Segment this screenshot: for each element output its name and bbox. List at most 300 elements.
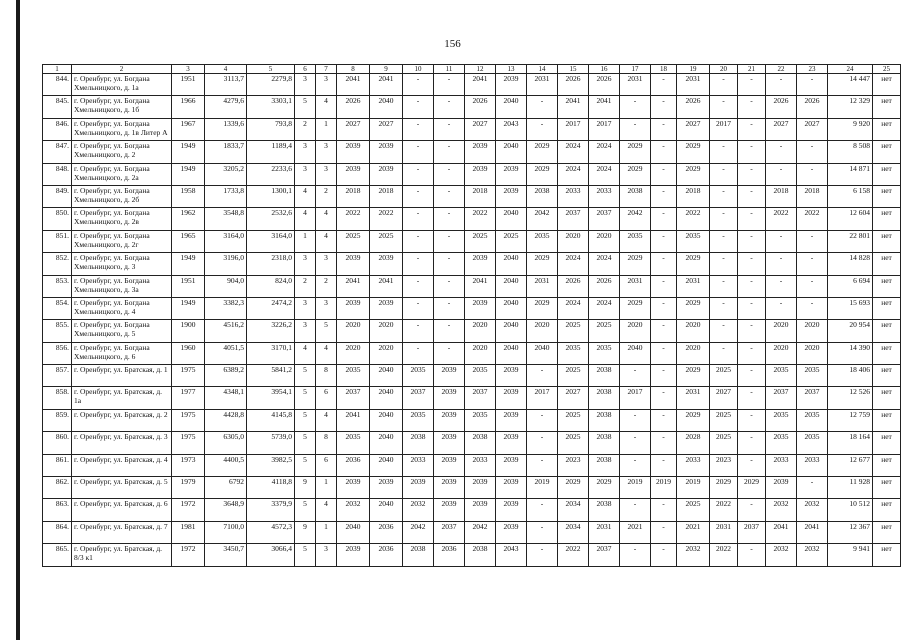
table-cell: - [620,432,651,454]
table-row [43,96,901,118]
table-cell: 2029 [527,163,558,185]
table-cell: 2025 [710,409,738,431]
table-cell: 12 367 [828,521,873,543]
table-cell: 2024 [558,141,589,163]
column-header: 15 [558,65,589,74]
table-cell: 4 [316,230,337,252]
table-cell: - [527,365,558,387]
address-cell: г. Оренбург, ул. Богдана Хмельницкого, д. 2г [72,230,172,252]
column-header: 24 [828,65,873,74]
row-number-cell: 859. [43,409,72,431]
table-cell: 2022 [766,208,797,230]
column-header: 8 [337,65,370,74]
table-cell: - [766,163,797,185]
table-cell: 2026 [465,96,496,118]
table-cell: 2029 [677,163,710,185]
table-cell: - [651,409,677,431]
table-cell: - [738,275,766,297]
address-cell: г. Оренбург, ул. Братская, д. 6 [72,499,172,521]
table-cell: 2040 [496,320,527,342]
table-cell: 2039 [434,499,465,521]
table-cell: - [738,118,766,140]
table-cell: 2038 [403,544,434,566]
row-number-cell: 852. [43,253,72,275]
table-cell: 2038 [589,409,620,431]
table-row [43,208,901,230]
table-cell: 2019 [677,477,710,499]
table-cell: нет [873,320,901,342]
table-cell: 2035 [797,365,828,387]
table-cell: 2039 [465,499,496,521]
table-cell: - [651,387,677,409]
table-cell: - [434,163,465,185]
address-cell: г. Оренбург, ул. Братская, д. 3 [72,432,172,454]
table-cell: 2027 [558,387,589,409]
table-cell: - [527,544,558,566]
table-cell: 4118,8 [247,477,295,499]
table-cell: 3113,7 [205,74,247,96]
table-cell: 1900 [172,320,205,342]
table-cell: - [738,409,766,431]
table-cell: 2035 [766,365,797,387]
table-cell: 2039 [337,477,370,499]
table-cell: - [651,499,677,521]
table-cell: - [651,320,677,342]
table-cell: 2041 [797,521,828,543]
table-cell: - [651,432,677,454]
table-cell: 2027 [677,118,710,140]
table-cell: нет [873,118,901,140]
table-cell: 2017 [589,118,620,140]
table-cell: 2037 [337,387,370,409]
address-cell: г. Оренбург, ул. Богдана Хмельницкого, д. 2 [72,141,172,163]
table-cell: - [651,454,677,476]
table-cell: нет [873,253,901,275]
table-cell: 2039 [434,432,465,454]
table-cell: - [738,365,766,387]
table-cell: 2031 [677,387,710,409]
table-cell: 2041 [337,275,370,297]
table-cell: - [710,163,738,185]
table-cell: - [434,253,465,275]
table-cell: 2028 [677,432,710,454]
table-cell: - [766,297,797,319]
table-cell: 1339,6 [205,118,247,140]
row-number-cell: 855. [43,320,72,342]
table-cell: 2037 [403,387,434,409]
table-cell: 2037 [465,387,496,409]
table-cell: - [738,454,766,476]
table-cell: 2042 [403,521,434,543]
table-cell: 2032 [766,499,797,521]
table-cell: 2017 [620,387,651,409]
table-cell: 1951 [172,74,205,96]
table-cell: - [651,230,677,252]
table-cell: 2029 [677,297,710,319]
table-cell: 2032 [337,499,370,521]
table-cell: нет [873,477,901,499]
table-row [43,297,901,319]
table-cell: 1189,4 [247,141,295,163]
table-cell: 4 [295,185,316,207]
table-cell: 2020 [465,342,496,364]
table-cell: 2029 [589,477,620,499]
table-row [43,342,901,364]
table-cell: 12 329 [828,96,873,118]
table-cell: 3954,1 [247,387,295,409]
table-cell: 2037 [589,544,620,566]
table-cell: 9 920 [828,118,873,140]
table-cell: - [710,297,738,319]
table-cell: нет [873,521,901,543]
table-cell: 5 [295,432,316,454]
table-cell: 2029 [710,477,738,499]
table-cell: 2025 [558,320,589,342]
table-cell: 824,0 [247,275,295,297]
table-cell: - [620,409,651,431]
table-cell: 2035 [337,365,370,387]
table-cell: 1733,8 [205,185,247,207]
table-cell: 18 406 [828,365,873,387]
table-cell: 2020 [370,320,403,342]
table-cell: 2020 [589,230,620,252]
table-cell: 2029 [738,477,766,499]
address-cell: г. Оренбург, ул. Богдана Хмельницкого, д. 3а [72,275,172,297]
table-cell: 3379,9 [247,499,295,521]
table-cell: 1967 [172,118,205,140]
row-number-cell: 846. [43,118,72,140]
table-row [43,230,901,252]
table-cell: 2022 [465,208,496,230]
table-cell: - [527,499,558,521]
table-cell: нет [873,141,901,163]
column-header: 16 [589,65,620,74]
column-header: 13 [496,65,527,74]
table-cell: 2039 [496,521,527,543]
table-cell: - [738,74,766,96]
table-cell: 10 512 [828,499,873,521]
table-cell: 1966 [172,96,205,118]
table-cell: - [403,230,434,252]
table-cell: - [738,432,766,454]
table-cell: 2041 [766,521,797,543]
table-cell: 2038 [527,185,558,207]
table-cell: 6 694 [828,275,873,297]
table-cell: 4051,5 [205,342,247,364]
table-cell: 2020 [337,342,370,364]
table-cell: 2020 [677,320,710,342]
table-cell: 15 693 [828,297,873,319]
table-cell: 2025 [710,432,738,454]
table-row [43,521,901,543]
table-cell: 14 447 [828,74,873,96]
table-cell: 2017 [527,387,558,409]
table-cell: 1 [316,118,337,140]
table-cell: 5 [295,365,316,387]
table-cell: 2039 [496,409,527,431]
table-cell: - [738,96,766,118]
table-cell: 4516,2 [205,320,247,342]
table-cell: 2039 [370,477,403,499]
table-cell: 2032 [797,544,828,566]
table-cell: 3548,8 [205,208,247,230]
table-cell: 2 [316,275,337,297]
table-cell: 2 [316,185,337,207]
table-cell: 4400,5 [205,454,247,476]
table-cell: 2040 [527,342,558,364]
table-cell: 2041 [337,409,370,431]
table-cell: 2033 [797,454,828,476]
table-cell: нет [873,185,901,207]
table-cell: 5 [295,454,316,476]
table-cell: - [620,454,651,476]
address-cell: г. Оренбург, ул. Братская, д. 5 [72,477,172,499]
table-cell: - [797,275,828,297]
table-cell: 2039 [496,365,527,387]
table-cell: - [651,96,677,118]
table-cell: 2027 [465,118,496,140]
table-cell: - [766,275,797,297]
table-cell: 5841,2 [247,365,295,387]
table-cell: - [434,185,465,207]
table-cell: 2023 [558,454,589,476]
table-cell: 2029 [527,297,558,319]
table-cell: нет [873,499,901,521]
table-cell: 1958 [172,185,205,207]
table-cell: 2040 [620,342,651,364]
table-cell: 2039 [465,477,496,499]
table-cell: 2031 [527,74,558,96]
table-cell: 2018 [797,185,828,207]
column-header: 17 [620,65,651,74]
column-header: 18 [651,65,677,74]
table-cell: 2024 [589,253,620,275]
table-cell: 5 [295,409,316,431]
table-cell: 2020 [337,320,370,342]
table-cell: 2035 [465,409,496,431]
row-number-cell: 849. [43,185,72,207]
table-cell: 2043 [496,544,527,566]
address-cell: г. Оренбург, ул. Богдана Хмельницкого, д. 2а [72,163,172,185]
table-cell: - [403,342,434,364]
table-cell: 2029 [677,409,710,431]
table-cell: 4572,3 [247,521,295,543]
table-cell: - [434,208,465,230]
table-cell: 2033 [465,454,496,476]
table-cell: 1949 [172,163,205,185]
table-cell: 2020 [766,320,797,342]
table-cell: 2022 [370,208,403,230]
table-cell: 4 [316,96,337,118]
address-cell: г. Оренбург, ул. Братская, д. 1а [72,387,172,409]
table-cell: нет [873,297,901,319]
column-header: 5 [247,65,295,74]
table-cell: 2040 [370,499,403,521]
table-cell: 2039 [434,365,465,387]
table-cell: 2022 [558,544,589,566]
column-header: 3 [172,65,205,74]
table-cell: нет [873,454,901,476]
table-cell: - [651,118,677,140]
table-cell: 2035 [797,432,828,454]
table-cell: 2038 [589,365,620,387]
table-cell: 6 158 [828,185,873,207]
table-cell: 2474,2 [247,297,295,319]
table-cell: 2039 [496,185,527,207]
table-cell: 2025 [558,365,589,387]
table-cell: 3303,1 [247,96,295,118]
table-cell: - [527,432,558,454]
table-cell: 2029 [677,141,710,163]
table-cell: 20 954 [828,320,873,342]
table-cell: 2026 [337,96,370,118]
table-cell: 3 [295,141,316,163]
address-cell: г. Оренбург, ул. Богдана Хмельницкого, д. 6 [72,342,172,364]
column-header: 21 [738,65,766,74]
table-cell: 2038 [589,454,620,476]
address-cell: г. Оренбург, ул. Братская, д. 4 [72,454,172,476]
table-row [43,163,901,185]
table-cell: 2032 [403,499,434,521]
table-cell: 1981 [172,521,205,543]
column-header: 6 [295,65,316,74]
table-cell: - [434,297,465,319]
address-cell: г. Оренбург, ул. Богдана Хмельницкого, д. 1б [72,96,172,118]
table-cell: 2026 [558,275,589,297]
row-number-cell: 848. [43,163,72,185]
table-cell: - [651,253,677,275]
table-cell: 2037 [738,521,766,543]
table-cell: 2040 [496,297,527,319]
table-cell: 3164,0 [247,230,295,252]
table-cell: 2027 [710,387,738,409]
table-cell: 4145,8 [247,409,295,431]
table-cell: 9 [295,477,316,499]
table-cell: 2040 [496,96,527,118]
table-cell: 2042 [620,208,651,230]
table-cell: 2042 [465,521,496,543]
table-cell: 1962 [172,208,205,230]
table-cell: 2035 [766,432,797,454]
table-cell: нет [873,74,901,96]
table-cell: 3 [316,163,337,185]
address-cell: г. Оренбург, ул. Богдана Хмельницкого, д. 5 [72,320,172,342]
table-cell: - [797,141,828,163]
table-cell: 2024 [589,163,620,185]
row-number-cell: 847. [43,141,72,163]
table-cell: 2033 [589,185,620,207]
table-cell: 2017 [710,118,738,140]
table-cell: 1977 [172,387,205,409]
table-cell: 2039 [496,432,527,454]
table-cell: 2022 [337,208,370,230]
table-cell: 12 604 [828,208,873,230]
table-cell: 1949 [172,297,205,319]
address-cell: г. Оренбург, ул. Богдана Хмельницкого, д. 1в Литер А [72,118,172,140]
table-cell: нет [873,230,901,252]
table-cell: - [651,275,677,297]
table-cell: 2020 [527,320,558,342]
table-cell: 18 164 [828,432,873,454]
table-cell: 8 [316,432,337,454]
table-cell: - [766,230,797,252]
table-cell: 2233,6 [247,163,295,185]
table-cell: - [434,96,465,118]
address-cell: г. Оренбург, ул. Богдана Хмельницкого, д. 4 [72,297,172,319]
table-cell: 2040 [337,521,370,543]
table-cell: 2021 [620,521,651,543]
table-cell: 2027 [766,118,797,140]
address-cell: г. Оренбург, ул. Богдана Хмельницкого, д. 2б [72,185,172,207]
table-cell: нет [873,96,901,118]
table-cell: 12 677 [828,454,873,476]
column-header: 2 [72,65,172,74]
table-cell: 1975 [172,409,205,431]
table-cell: - [797,74,828,96]
table-cell: 2041 [370,275,403,297]
table-cell: 5739,0 [247,432,295,454]
table-cell: 1951 [172,275,205,297]
table-cell: 4279,6 [205,96,247,118]
table-cell: 5 [295,387,316,409]
table-cell: 2027 [337,118,370,140]
address-cell: г. Оренбург, ул. Богдана Хмельницкого, д. 2в [72,208,172,230]
table-cell: 2039 [434,409,465,431]
table-cell: 2039 [465,163,496,185]
table-cell: - [403,185,434,207]
table-cell: - [738,320,766,342]
table-cell: 2018 [766,185,797,207]
table-row [43,253,901,275]
table-cell: 2033 [403,454,434,476]
table-cell: - [434,275,465,297]
table-row [43,499,901,521]
table-cell: - [797,297,828,319]
table-cell: 3205,2 [205,163,247,185]
table-cell: 904,0 [205,275,247,297]
table-cell: 2029 [527,141,558,163]
table-cell: 2031 [620,275,651,297]
address-cell: г. Оренбург, ул. Братская, д. 2 [72,409,172,431]
table-cell: 2039 [496,499,527,521]
table-cell: 2039 [403,477,434,499]
table-cell: 4 [316,409,337,431]
table-cell: 12 526 [828,387,873,409]
table-cell: - [738,387,766,409]
table-cell: 2039 [337,544,370,566]
table-cell: 3170,1 [247,342,295,364]
table-cell: 2039 [496,163,527,185]
row-number-cell: 854. [43,297,72,319]
table-cell: - [651,208,677,230]
table-cell: 2039 [337,163,370,185]
table-cell: 12 759 [828,409,873,431]
row-number-cell: 858. [43,387,72,409]
table-cell: - [403,297,434,319]
table-cell: 2029 [527,253,558,275]
table-cell: 3164,0 [205,230,247,252]
table-cell: 3 [295,297,316,319]
table-cell: 4 [295,208,316,230]
table-cell: 2039 [370,163,403,185]
table-cell: 2039 [434,387,465,409]
table-cell: 2024 [589,141,620,163]
column-header: 12 [465,65,496,74]
column-number-row [43,65,901,74]
table-cell: 2020 [620,320,651,342]
table-cell: 2039 [434,454,465,476]
table-cell: 2018 [337,185,370,207]
